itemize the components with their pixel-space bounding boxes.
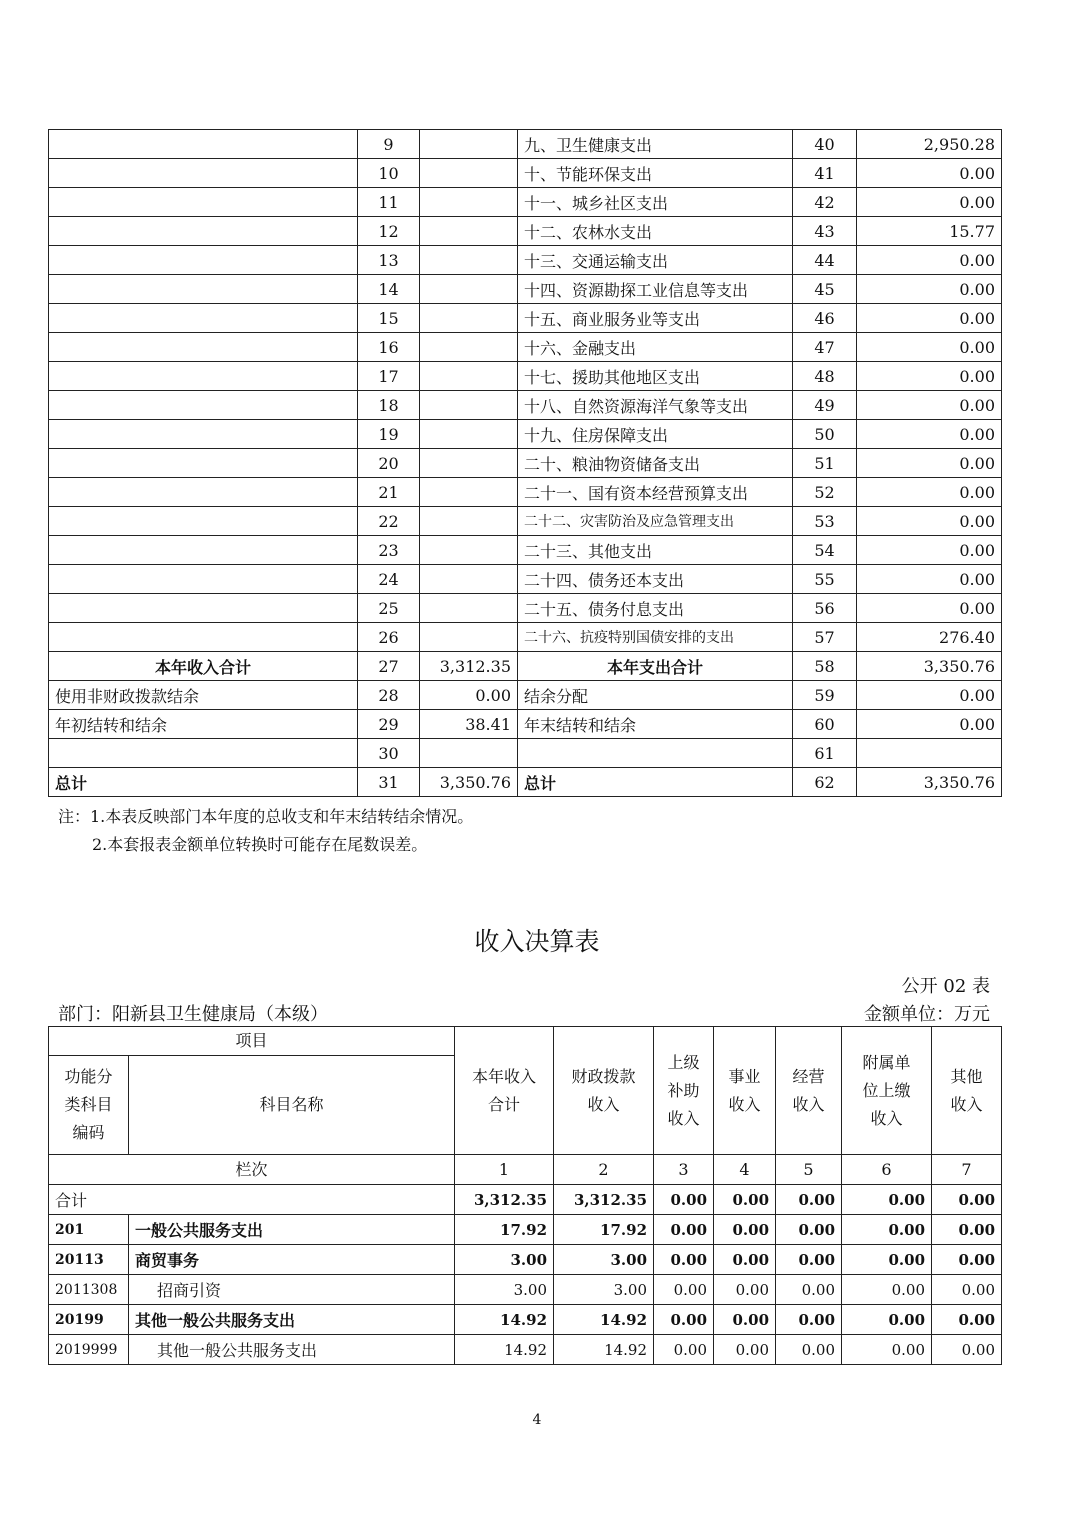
income-expenditure-table — [48, 129, 1002, 797]
table-row — [49, 478, 1002, 507]
amount-cell: 0.00 — [842, 1335, 932, 1365]
income-item-label — [49, 275, 358, 304]
amount-cell: 0.00 — [654, 1335, 714, 1365]
column-number: 3 — [654, 1155, 714, 1185]
subject-code: 20113 — [49, 1245, 129, 1275]
table-row — [49, 275, 1002, 304]
expense-row-number: 50 — [793, 420, 857, 449]
expense-item-label: 二十二、灾害防治及应急管理支出 — [518, 507, 793, 536]
income-item-label: 使用非财政拨款结余 — [49, 681, 358, 710]
expense-item-label: 二十五、债务付息支出 — [518, 594, 793, 623]
table-row — [49, 681, 1002, 710]
income-item-label — [49, 507, 358, 536]
page-number: 4 — [532, 1412, 542, 1428]
column-number: 2 — [554, 1155, 654, 1185]
income-row-number: 14 — [358, 275, 420, 304]
form-number: 公开 02 表 — [901, 976, 990, 997]
column-number: 4 — [714, 1155, 776, 1185]
table-row — [49, 594, 1002, 623]
amount-cell: 3.00 — [455, 1275, 554, 1305]
income-amount — [420, 478, 518, 507]
amount-unit: 金额单位：万元 — [864, 1004, 990, 1025]
expense-row-number: 60 — [793, 710, 857, 739]
header-other: 其他收入 — [932, 1027, 1002, 1155]
income-row-number: 24 — [358, 565, 420, 594]
income-amount — [420, 536, 518, 565]
income-item-label — [49, 623, 358, 652]
expense-amount: 0.00 — [857, 188, 1002, 217]
amount-cell: 3,312.35 — [554, 1185, 654, 1215]
income-item-label — [49, 478, 358, 507]
column-number: 5 — [776, 1155, 842, 1185]
table-row — [49, 420, 1002, 449]
amount-cell: 0.00 — [714, 1305, 776, 1335]
income-amount — [420, 362, 518, 391]
amount-cell: 14.92 — [455, 1335, 554, 1365]
expense-row-number: 62 — [793, 768, 857, 797]
income-item-label — [49, 217, 358, 246]
table-row — [49, 1245, 1002, 1275]
income-row-number: 31 — [358, 768, 420, 797]
amount-cell: 0.00 — [932, 1185, 1002, 1215]
income-row-number: 9 — [358, 130, 420, 159]
income-amount — [420, 217, 518, 246]
expense-row-number: 41 — [793, 159, 857, 188]
table-row — [49, 623, 1002, 652]
amount-cell: 0.00 — [714, 1275, 776, 1305]
income-amount — [420, 304, 518, 333]
header-column-no: 栏次 — [49, 1155, 455, 1185]
expense-amount: 3,350.76 — [857, 768, 1002, 797]
income-amount: 38.41 — [420, 710, 518, 739]
expense-item-label: 二十六、抗疫特别国债安排的支出 — [518, 623, 793, 652]
table-row — [49, 362, 1002, 391]
income-item-label — [49, 159, 358, 188]
income-amount — [420, 565, 518, 594]
expense-row-number: 43 — [793, 217, 857, 246]
expense-amount: 2,950.28 — [857, 130, 1002, 159]
income-row-number: 12 — [358, 217, 420, 246]
amount-cell: 3.00 — [455, 1245, 554, 1275]
header-code: 功能分类科目编码 — [49, 1056, 129, 1155]
header-business: 事业收入 — [714, 1027, 776, 1155]
table-row — [49, 565, 1002, 594]
expense-item-label: 十一、城乡社区支出 — [518, 188, 793, 217]
table-row — [49, 217, 1002, 246]
subject-name: 商贸事务 — [129, 1245, 455, 1275]
expense-amount: 0.00 — [857, 594, 1002, 623]
income-row-number: 18 — [358, 391, 420, 420]
income-item-label: 本年收入合计 — [49, 652, 358, 681]
income-row-number: 16 — [358, 333, 420, 362]
expense-amount: 0.00 — [857, 449, 1002, 478]
income-row-number: 28 — [358, 681, 420, 710]
income-row-number: 29 — [358, 710, 420, 739]
income-item-label — [49, 188, 358, 217]
income-amount — [420, 391, 518, 420]
expense-amount — [857, 739, 1002, 768]
income-row-number: 27 — [358, 652, 420, 681]
header-name: 科目名称 — [129, 1056, 455, 1155]
amount-cell: 0.00 — [842, 1245, 932, 1275]
expense-item-label: 本年支出合计 — [518, 652, 793, 681]
income-row-number: 23 — [358, 536, 420, 565]
income-item-label — [49, 304, 358, 333]
expense-amount: 0.00 — [857, 333, 1002, 362]
expense-amount: 0.00 — [857, 159, 1002, 188]
expense-amount: 0.00 — [857, 681, 1002, 710]
amount-cell: 0.00 — [776, 1335, 842, 1365]
income-row-number: 11 — [358, 188, 420, 217]
income-item-label — [49, 565, 358, 594]
expense-item-label: 十四、资源勘探工业信息等支出 — [518, 275, 793, 304]
expense-amount: 0.00 — [857, 420, 1002, 449]
department-label: 部门：阳新县卫生健康局（本级） — [58, 1004, 328, 1025]
amount-cell: 0.00 — [776, 1215, 842, 1245]
amount-cell: 0.00 — [842, 1305, 932, 1335]
expense-amount: 0.00 — [857, 565, 1002, 594]
income-amount — [420, 130, 518, 159]
expense-amount: 0.00 — [857, 710, 1002, 739]
expense-item-label — [518, 739, 793, 768]
income-amount — [420, 333, 518, 362]
table-row — [49, 710, 1002, 739]
header-total: 本年收入合计 — [455, 1027, 554, 1155]
income-item-label — [49, 536, 358, 565]
expense-item-label: 十、节能环保支出 — [518, 159, 793, 188]
amount-cell: 0.00 — [776, 1185, 842, 1215]
expense-row-number: 54 — [793, 536, 857, 565]
amount-cell: 0.00 — [932, 1275, 1002, 1305]
amount-cell: 17.92 — [455, 1215, 554, 1245]
table-row — [49, 449, 1002, 478]
amount-cell: 0.00 — [932, 1245, 1002, 1275]
expense-row-number: 56 — [793, 594, 857, 623]
subject-name: 招商引资 — [129, 1275, 455, 1305]
table-row — [49, 391, 1002, 420]
expense-item-label: 十五、商业服务业等支出 — [518, 304, 793, 333]
income-row-number: 20 — [358, 449, 420, 478]
column-number: 7 — [932, 1155, 1002, 1185]
amount-cell: 3.00 — [554, 1275, 654, 1305]
note-1: 注：1.本表反映部门本年度的总收支和年末结转结余情况。 — [58, 807, 474, 826]
expense-item-label: 总计 — [518, 768, 793, 797]
expense-row-number: 52 — [793, 478, 857, 507]
amount-cell: 0.00 — [932, 1305, 1002, 1335]
income-amount — [420, 188, 518, 217]
page-title: 收入决算表 — [474, 927, 600, 956]
income-item-label — [49, 362, 358, 391]
income-amount — [420, 420, 518, 449]
income-row-number: 15 — [358, 304, 420, 333]
expense-item-label: 二十一、国有资本经营预算支出 — [518, 478, 793, 507]
expense-amount: 0.00 — [857, 478, 1002, 507]
amount-cell: 14.92 — [455, 1305, 554, 1335]
expense-row-number: 53 — [793, 507, 857, 536]
amount-cell: 0.00 — [714, 1245, 776, 1275]
expense-row-number: 58 — [793, 652, 857, 681]
expense-amount: 0.00 — [857, 536, 1002, 565]
amount-cell: 17.92 — [554, 1215, 654, 1245]
total-label: 合计 — [49, 1185, 455, 1215]
amount-cell: 0.00 — [654, 1275, 714, 1305]
expense-row-number: 55 — [793, 565, 857, 594]
expense-row-number: 47 — [793, 333, 857, 362]
income-amount — [420, 623, 518, 652]
amount-cell: 0.00 — [842, 1185, 932, 1215]
table-row — [49, 536, 1002, 565]
amount-cell: 0.00 — [932, 1335, 1002, 1365]
subject-code: 201 — [49, 1215, 129, 1245]
subject-code: 2011308 — [49, 1275, 129, 1305]
income-row-number: 17 — [358, 362, 420, 391]
header-superior: 上级补助收入 — [654, 1027, 714, 1155]
income-item-label — [49, 420, 358, 449]
table-row — [49, 652, 1002, 681]
subject-code: 20199 — [49, 1305, 129, 1335]
table-row — [49, 507, 1002, 536]
income-item-label — [49, 130, 358, 159]
expense-row-number: 40 — [793, 130, 857, 159]
expense-row-number: 44 — [793, 246, 857, 275]
header-fiscal: 财政拨款收入 — [554, 1027, 654, 1155]
expense-item-label: 十七、援助其他地区支出 — [518, 362, 793, 391]
income-row-number: 10 — [358, 159, 420, 188]
income-row-number: 13 — [358, 246, 420, 275]
income-amount: 0.00 — [420, 681, 518, 710]
amount-cell: 0.00 — [776, 1275, 842, 1305]
amount-cell: 3.00 — [554, 1245, 654, 1275]
expense-item-label: 二十、粮油物资储备支出 — [518, 449, 793, 478]
table-row — [49, 159, 1002, 188]
income-row-number: 19 — [358, 420, 420, 449]
income-item-label — [49, 739, 358, 768]
income-amount: 3,312.35 — [420, 652, 518, 681]
table-row — [49, 1185, 1002, 1215]
income-amount — [420, 449, 518, 478]
amount-cell: 0.00 — [842, 1275, 932, 1305]
table-row — [49, 304, 1002, 333]
income-amount: 3,350.76 — [420, 768, 518, 797]
table-row — [49, 739, 1002, 768]
income-amount — [420, 275, 518, 304]
income-amount — [420, 246, 518, 275]
amount-cell: 3,312.35 — [455, 1185, 554, 1215]
expense-row-number: 57 — [793, 623, 857, 652]
expense-row-number: 45 — [793, 275, 857, 304]
expense-item-label: 十二、农林水支出 — [518, 217, 793, 246]
income-amount — [420, 159, 518, 188]
expense-amount: 0.00 — [857, 304, 1002, 333]
amount-cell: 0.00 — [932, 1215, 1002, 1245]
subject-code: 2019999 — [49, 1335, 129, 1365]
table-row — [49, 1275, 1002, 1305]
expense-item-label: 年末结转和结余 — [518, 710, 793, 739]
income-item-label — [49, 333, 358, 362]
expense-amount: 15.77 — [857, 217, 1002, 246]
table-row — [49, 130, 1002, 159]
expense-amount: 276.40 — [857, 623, 1002, 652]
amount-cell: 0.00 — [654, 1245, 714, 1275]
expense-amount: 0.00 — [857, 275, 1002, 304]
amount-cell: 14.92 — [554, 1305, 654, 1335]
expense-item-label: 九、卫生健康支出 — [518, 130, 793, 159]
amount-cell: 0.00 — [714, 1185, 776, 1215]
income-row-number: 21 — [358, 478, 420, 507]
table-row — [49, 768, 1002, 797]
table-row — [49, 1305, 1002, 1335]
income-amount — [420, 507, 518, 536]
amount-cell: 0.00 — [714, 1215, 776, 1245]
expense-row-number: 48 — [793, 362, 857, 391]
expense-item-label: 十九、住房保障支出 — [518, 420, 793, 449]
column-number: 1 — [455, 1155, 554, 1185]
expense-row-number: 42 — [793, 188, 857, 217]
amount-cell: 0.00 — [654, 1305, 714, 1335]
table-row — [49, 246, 1002, 275]
expense-row-number: 59 — [793, 681, 857, 710]
subject-name: 其他一般公共服务支出 — [129, 1335, 455, 1365]
expense-row-number: 46 — [793, 304, 857, 333]
amount-cell: 0.00 — [654, 1215, 714, 1245]
subject-name: 一般公共服务支出 — [129, 1215, 455, 1245]
expense-item-label: 十八、自然资源海洋气象等支出 — [518, 391, 793, 420]
income-item-label — [49, 246, 358, 275]
income-item-label — [49, 594, 358, 623]
amount-cell: 0.00 — [776, 1305, 842, 1335]
expense-row-number: 49 — [793, 391, 857, 420]
income-statement-table — [48, 1026, 1002, 1365]
income-row-number: 30 — [358, 739, 420, 768]
expense-item-label: 二十四、债务还本支出 — [518, 565, 793, 594]
expense-amount: 0.00 — [857, 246, 1002, 275]
income-item-label: 总计 — [49, 768, 358, 797]
income-item-label — [49, 449, 358, 478]
expense-row-number: 51 — [793, 449, 857, 478]
table-row — [49, 188, 1002, 217]
note-2: 2.本套报表金额单位转换时可能存在尾数误差。 — [92, 835, 428, 854]
income-row-number: 22 — [358, 507, 420, 536]
amount-cell: 0.00 — [776, 1245, 842, 1275]
amount-cell: 0.00 — [714, 1335, 776, 1365]
expense-amount: 0.00 — [857, 391, 1002, 420]
income-item-label — [49, 391, 358, 420]
header-operating: 经营收入 — [776, 1027, 842, 1155]
expense-amount: 3,350.76 — [857, 652, 1002, 681]
income-item-label: 年初结转和结余 — [49, 710, 358, 739]
expense-amount: 0.00 — [857, 507, 1002, 536]
income-amount — [420, 594, 518, 623]
column-number: 6 — [842, 1155, 932, 1185]
header-affiliated: 附属单位上缴收入 — [842, 1027, 932, 1155]
table-row — [49, 1215, 1002, 1245]
amount-cell: 0.00 — [654, 1185, 714, 1215]
income-row-number: 25 — [358, 594, 420, 623]
amount-cell: 0.00 — [842, 1215, 932, 1245]
header-project: 项目 — [49, 1027, 455, 1056]
expense-row-number: 61 — [793, 739, 857, 768]
expense-item-label: 十六、金融支出 — [518, 333, 793, 362]
income-amount — [420, 739, 518, 768]
amount-cell: 14.92 — [554, 1335, 654, 1365]
income-row-number: 26 — [358, 623, 420, 652]
expense-amount: 0.00 — [857, 362, 1002, 391]
table-row — [49, 333, 1002, 362]
subject-name: 其他一般公共服务支出 — [129, 1305, 455, 1335]
expense-item-label: 结余分配 — [518, 681, 793, 710]
expense-item-label: 十三、交通运输支出 — [518, 246, 793, 275]
table-row — [49, 1335, 1002, 1365]
expense-item-label: 二十三、其他支出 — [518, 536, 793, 565]
